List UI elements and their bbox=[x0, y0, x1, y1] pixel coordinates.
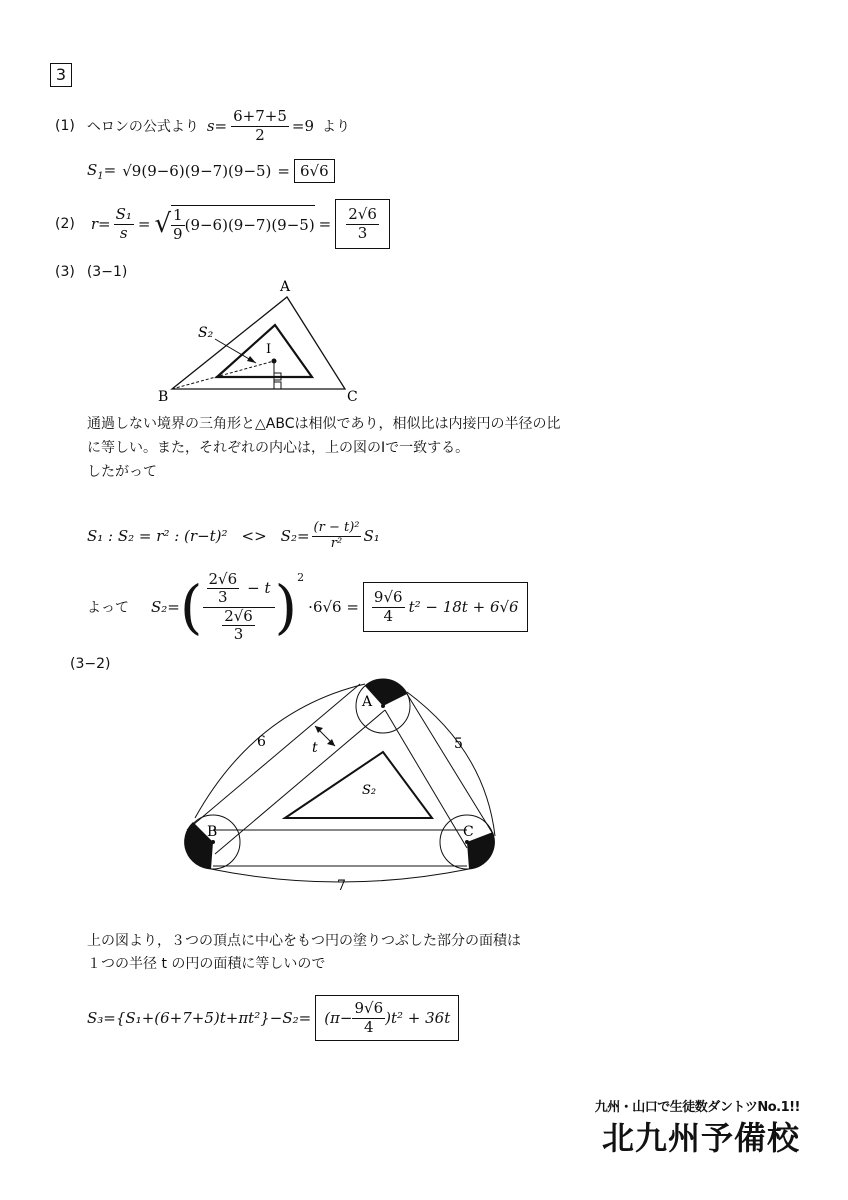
part3-text2 bbox=[87, 930, 521, 976]
dashed-bisector bbox=[172, 361, 274, 389]
yotte: よって bbox=[87, 600, 129, 616]
fig1-label-a: A bbox=[280, 279, 291, 295]
fig2-label-c: C bbox=[463, 824, 474, 840]
part1-s-result: =9 bbox=[291, 117, 315, 135]
fig2-label-t: t bbox=[312, 740, 318, 756]
part1-s-num: 6+7+5 bbox=[233, 107, 287, 126]
part1-line1: (1) ヘロンの公式より s= $\frac{6+7+5}{2}$ =9 より bbox=[55, 107, 351, 144]
part3-sub2-label: (3−2) bbox=[70, 656, 111, 672]
s2-formula-line: よって S₂= ( $\frac{2√6}{3}$ − t $\frac{2√6}{3}$ ) $^2$ ·6√6 = $\frac{9√6}{4}$ t² − 18t + 6√6 bbox=[87, 565, 528, 649]
ratio-line: S₁ : S₂ = r² : (r−t)² <> S₂= $\frac{\text{(r − t)²}}{\text{r²}}$ S₁ bbox=[87, 519, 380, 551]
part3-text2-line2: １つの半径 t の円の面積に等しいので bbox=[87, 956, 326, 972]
logo-tagline: 九州・山口で生徒数ダントツNo.1!! bbox=[594, 1100, 800, 1115]
problem-number-box bbox=[50, 63, 72, 87]
inner-triangle bbox=[217, 325, 312, 377]
fig1-label-b: B bbox=[158, 389, 169, 405]
part1-label: (1) bbox=[55, 118, 75, 134]
logo-name: 北九州予備校 bbox=[601, 1119, 800, 1157]
part3-label: (3) bbox=[55, 264, 75, 280]
fig1-label-i: I bbox=[266, 342, 272, 357]
part1-yori: より bbox=[322, 119, 351, 135]
part1-s-fraction bbox=[231, 108, 289, 144]
arrowhead-icon bbox=[327, 739, 335, 746]
outer-triangle-abc bbox=[172, 297, 345, 389]
part1-s1-answer: 6√6 bbox=[294, 159, 335, 183]
part2-answer-box: $\frac{2√6}{3}$ bbox=[335, 199, 390, 249]
arrowhead-icon bbox=[315, 726, 323, 733]
part1-s1-expr: √9(9−6)(9−7)(9−5) bbox=[122, 162, 272, 180]
ratio-arrow: <> bbox=[241, 527, 267, 545]
incenter-dot bbox=[272, 359, 277, 364]
fig2-label-s2: S₂ bbox=[362, 783, 377, 798]
part2-sqrt-body: $\frac{1}{9}$ (9−6)(9−7)(9−5) bbox=[173, 206, 315, 243]
part1-s-den: 2 bbox=[255, 125, 265, 144]
fig1-label-s2: S₂ bbox=[198, 325, 214, 341]
inner-triangle-s2 bbox=[285, 752, 432, 818]
s3-lhs: S₃={S₁+(6+7+5)t+πt²}−S₂= bbox=[87, 1009, 312, 1027]
part2-r-fraction: $\frac{\text{S₁}}{s}$ bbox=[115, 205, 132, 242]
fig2-label-a: A bbox=[362, 694, 373, 710]
part3-text1 bbox=[87, 412, 560, 484]
outer-arc-ac bbox=[407, 692, 495, 836]
fig1-label-c: C bbox=[347, 389, 358, 405]
part3-text1-line3: したがって bbox=[87, 464, 157, 480]
part3-heading bbox=[55, 264, 127, 280]
school-logo bbox=[560, 1096, 800, 1159]
figure-1 bbox=[150, 275, 390, 405]
right-angle-mark bbox=[274, 382, 281, 389]
s2-answer-box: $\frac{9√6}{4}$ t² − 18t + 6√6 bbox=[363, 582, 528, 632]
s3-formula-line bbox=[87, 994, 459, 1042]
part3-text1-line1: 通過しない境界の三角形と△ABCは相似であり，相似比は内接円の半径の比 bbox=[87, 416, 561, 432]
figure-2 bbox=[175, 670, 505, 905]
part3-sub1-label: (3−1) bbox=[86, 264, 128, 280]
part1-heron-intro: ヘロンの公式より bbox=[86, 119, 199, 135]
problem-number: 3 bbox=[55, 65, 67, 84]
part3-text2-line1: 上の図より，３つの頂点に中心をもつ円の塗りつぶした部分の面積は bbox=[87, 933, 521, 949]
ratio-fraction: $\frac{\text{(r − t)²}}{\text{r²}}$ bbox=[313, 519, 360, 551]
part2-line: (2) r= $\frac{\text{S₁}}{s}$ = √ $\frac{1}{9}$ (9−6)(9−7)(9−5) = $\frac{2√6}{3}$ bbox=[55, 195, 390, 253]
fig2-side-5: 5 bbox=[454, 736, 463, 752]
fig2-side-7: 7 bbox=[337, 878, 346, 894]
part1-line2: $S_1=$ √9(9−6)(9−7)(9−5) = 6√6 bbox=[87, 156, 335, 186]
fig2-side-6: 6 bbox=[257, 734, 266, 750]
arrowhead-icon bbox=[247, 356, 256, 363]
ratio-left: S₁ : S₂ = r² : (r−t)² bbox=[87, 527, 228, 545]
part2-label: (2) bbox=[55, 216, 75, 232]
fig2-label-b: B bbox=[207, 824, 218, 840]
part3-text1-line2: に等しい。また，それぞれの内心は，上の図のIで一致する。 bbox=[87, 440, 470, 456]
s2-big-fraction: $\frac{2√6}{3}$ − t $\frac{2√6}{3}$ bbox=[203, 571, 275, 643]
s3-answer-box: (π− $\frac{9√6}{4}$ )t² + 36t bbox=[315, 995, 459, 1041]
